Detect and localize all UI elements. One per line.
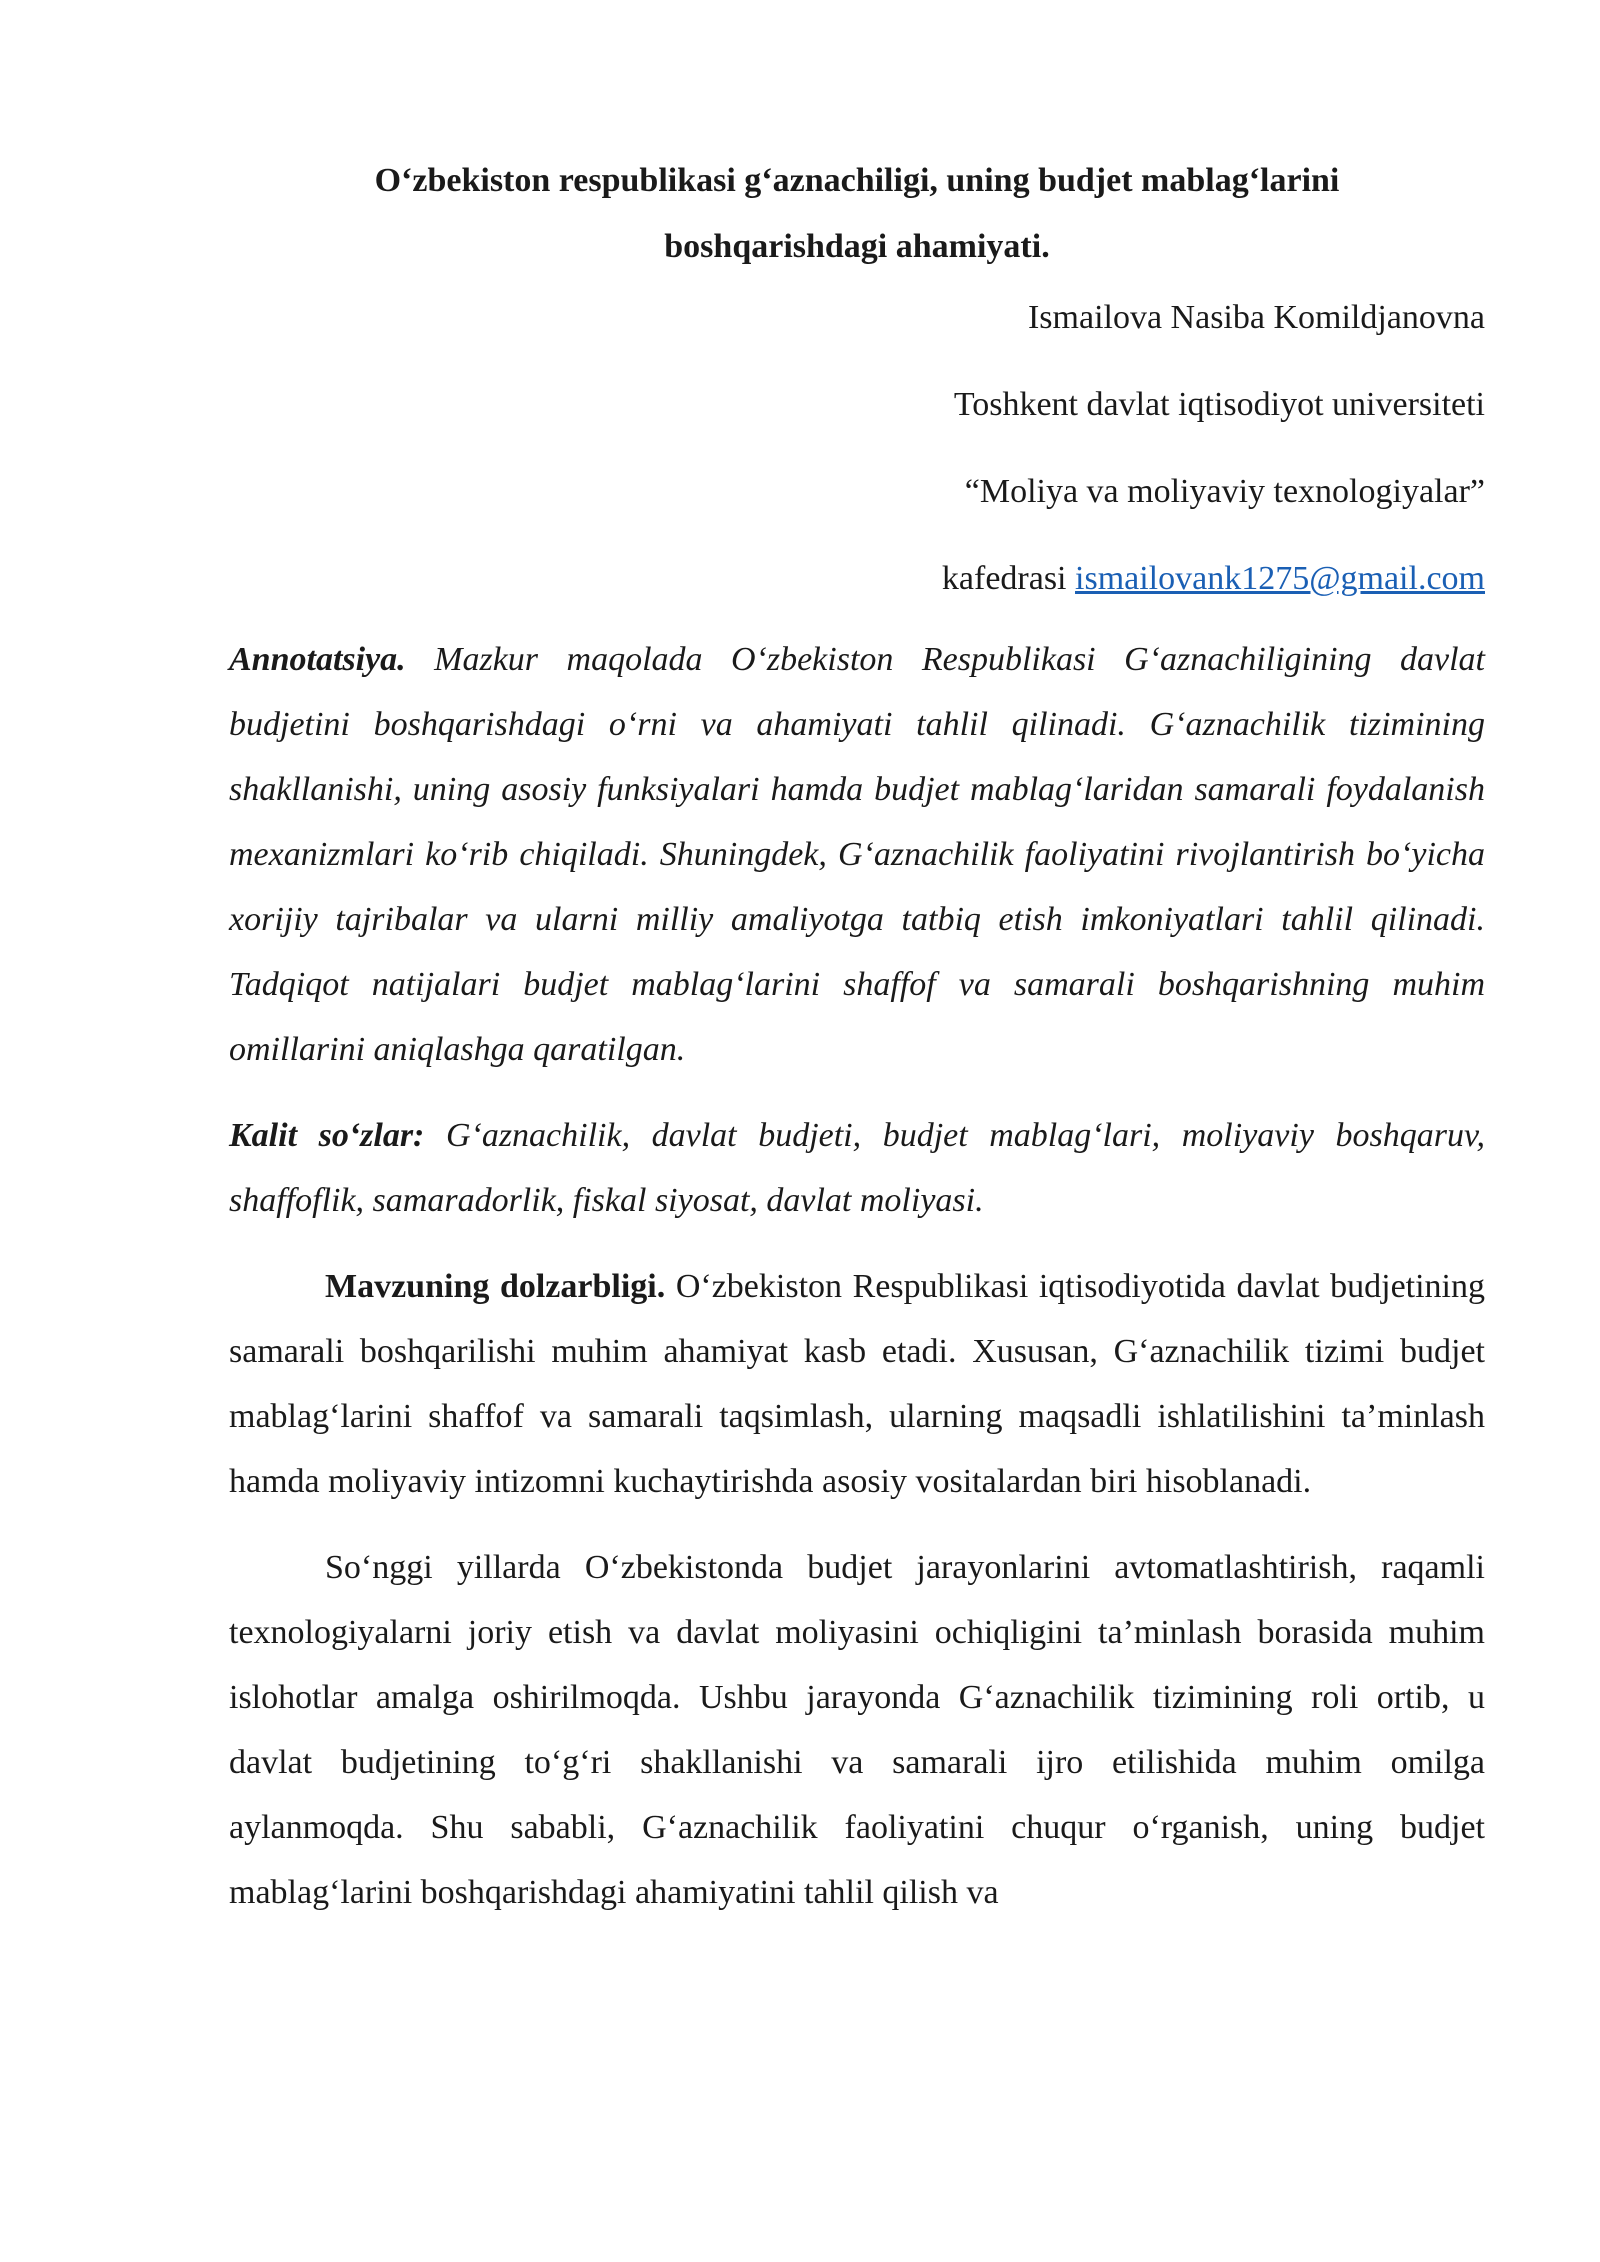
title-line-2: boshqarishdagi ahamiyati.: [664, 228, 1050, 265]
abstract-label: Annotatsiya.: [229, 641, 406, 678]
relevance-label: Mavzuning dolzarbligi.: [325, 1268, 666, 1305]
relevance-text: O‘zbekiston Respublikasi iqtisodiyotida davlat budjetining samarali boshqarilishi muhim ahamiyat kasb etadi. Xususan, G‘aznachilik tizimi budjet mablag‘larini shaffof va samarali taqsimlash, ularning maqsadli ishlatilishini ta’minlash hamda moliyaviy intizomni kuchaytirishda asosiy vositalardan biri hisoblanadi.: [229, 1268, 1485, 1500]
department-suffix: kafedrasi: [941, 560, 1067, 597]
title-line-1: O‘zbekiston respublikasi g‘aznachiligi, uning budjet mablag‘larini: [374, 162, 1340, 199]
keywords-text: G‘aznachilik, davlat budjeti, budjet mablag‘lari, moliyaviy boshqaruv, shaffoflik, samaradorlik, fiskal siyosat, davlat moliyasi.: [229, 1117, 1486, 1219]
abstract-text: Mazkur maqolada O‘zbekiston Respublikasi G‘aznachiligining davlat budjetini boshqarishdagi o‘rni va ahamiyati tahlil qilinadi. G‘aznachilik tizimining shakllanishi, uning asosiy funksiyalari hamda budjet mablag‘laridan samarali foydalanish mexanizmlari ko‘rib chiqiladi. Shuningdek, G‘aznachilik faoliyatini rivojlantirish bo‘yicha xorijiy tajribalar va ularni milliy amaliyotga tatbiq etish imkoniyatlari tahlil qilinadi. Tadqiqot natijalari budjet mablag‘larini shaffof va samarali boshqarishning muhim omillarini aniqlashga qaratilgan.: [229, 641, 1485, 1068]
keywords-label: Kalit so‘zlar:: [229, 1117, 425, 1154]
author-department: “Moliya va moliyaviy texnologiyalar”: [964, 473, 1485, 510]
author-contact: [229, 557, 1485, 601]
author-name: Ismailova Nasiba Komildjanovna: [1027, 299, 1485, 336]
article-title: [229, 148, 1485, 280]
keywords-paragraph: [229, 1103, 1485, 1233]
abstract-paragraph: [229, 627, 1485, 1082]
paragraph-2-text: So‘nggi yillarda O‘zbekistonda budjet jarayonlarini avtomatlashtirish, raqamli texnologiyalarni joriy etish va davlat moliyasini ochiqligini ta’minlash borasida muhim islohotlar amalga oshirilmoqda. Ushbu jarayonda G‘aznachilik tizimining roli ortib, u davlat budjetining to‘g‘ri shakllanishi va samarali ijro etilishida muhim omilga aylanmoqda. Shu sababli, G‘aznachilik faoliyatini chuqur o‘rganish, uning budjet mablag‘larini boshqarishdagi ahamiyatini tahlil qilish va: [229, 1549, 1485, 1911]
author-block: [229, 296, 1485, 601]
body-paragraph-2: [229, 1535, 1485, 1925]
relevance-paragraph: [229, 1254, 1485, 1514]
email-link[interactable]: ismailovank1275@gmail.com: [1075, 560, 1485, 597]
document-page: [229, 148, 1485, 1925]
author-university: Toshkent davlat iqtisodiyot universiteti: [953, 386, 1485, 423]
